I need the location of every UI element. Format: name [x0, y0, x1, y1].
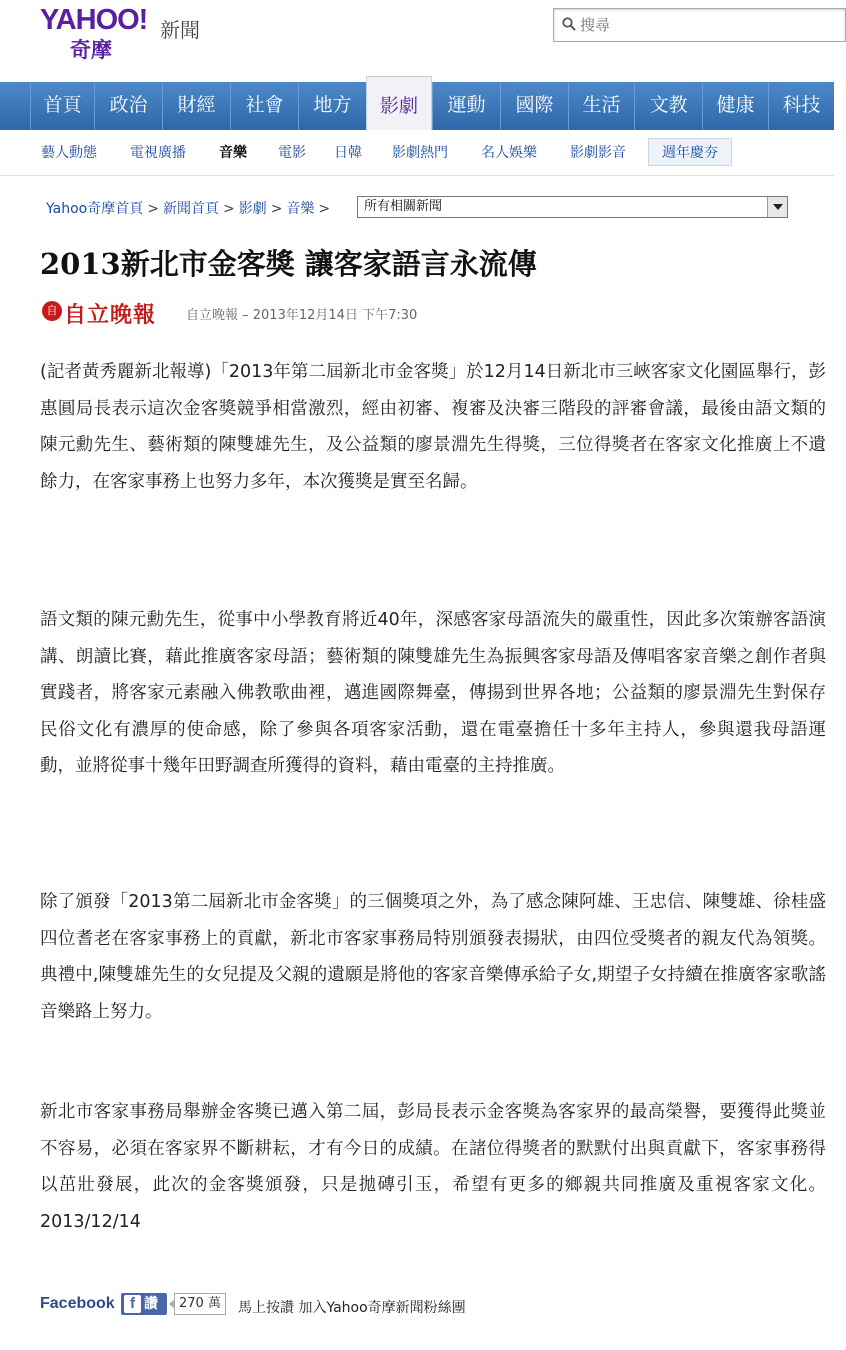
- nav-item-society[interactable]: 社會: [230, 82, 298, 130]
- nav-item-life[interactable]: 生活: [568, 82, 634, 130]
- nav-item-home[interactable]: 首頁: [30, 82, 94, 130]
- subnav-item-jpkr[interactable]: 日韓: [334, 145, 362, 161]
- breadcrumb-home[interactable]: Yahoo奇摩首頁: [46, 201, 144, 217]
- nav-item-international[interactable]: 國際: [500, 82, 568, 130]
- facebook-like-button[interactable]: [121, 1293, 167, 1315]
- breadcrumb-separator: >: [270, 201, 283, 217]
- breadcrumb-separator: >: [147, 201, 159, 217]
- breadcrumb-entertainment[interactable]: 影劇: [238, 201, 267, 217]
- breadcrumb-news[interactable]: 新聞首頁: [162, 201, 219, 217]
- subnav-item-celeb-ent[interactable]: 名人娛樂: [481, 145, 537, 161]
- nav-item-local[interactable]: 地方: [298, 82, 366, 130]
- facebook-fan-text[interactable]: 馬上按讚 加入Yahoo奇摩新聞粉絲團: [238, 1300, 466, 1316]
- subnav-item-tv[interactable]: 電視廣播: [130, 145, 186, 161]
- facebook-icon: f: [124, 1295, 141, 1313]
- search-icon: [562, 17, 576, 31]
- logo-yahoo-text: YAHOO!: [40, 4, 148, 36]
- main-nav: [0, 82, 834, 130]
- nav-item-finance[interactable]: 財經: [162, 82, 230, 130]
- article-paragraph: (記者黃秀麗新北報導)「2013年第二屆新北市金客獎」於12月14日新北市三峽客家文化園區舉行，彭惠圓局長表示這次金客獎競爭相當激烈，經由初審、複審及決審三階段的評審會議，最後由語文類的陳元勳先生、藝術類的陳雙雄先生，及公益類的廖景淵先生得獎，三位得獎者在客家文化推廣上不遺餘力，在客家事務上也努力多年，本次獲獎是實至名歸。: [40, 362, 826, 492]
- nav-item-sports[interactable]: 運動: [432, 82, 500, 130]
- logo-sub-text: 奇摩: [70, 38, 112, 62]
- nav-item-health[interactable]: 健康: [702, 82, 768, 130]
- nav-item-tech[interactable]: 科技: [768, 82, 834, 130]
- anniversary-badge[interactable]: 週年慶夯: [648, 138, 732, 166]
- section-name[interactable]: 新聞: [160, 18, 200, 42]
- source-logo: [42, 299, 174, 328]
- article-paragraph: 語文類的陳元勳先生，從事中小學教育將近40年，深感客家母語流失的嚴重性，因此多次策辦客語演講、朗讀比賽，藉此推廣客家母語；藝術類的陳雙雄先生為振興客家母語及傳唱客家音樂之創作者與實踐者，將客家元素融入佛教歌曲裡，邁進國際舞臺，傳揚到世界各地；公益類的廖景淵先生對保存民俗文化有濃厚的使命感，除了參與各項客家活動，還在電臺擔任十多年主持人，參與還我母語運動，並將從事十幾年田野調查所獲得的資料，藉由電臺的主持推廣。: [40, 610, 826, 776]
- article-paragraph: 除了頒發「2013第二屆新北市金客獎」的三個獎項之外，為了感念陳阿雄、王忠信、陳雙雄、徐桂盛四位耆老在客家事務上的貢獻，新北市客家事務局特別頒發表揚狀，由四位受獎者的親友代為領獎。典禮中,陳雙雄先生的女兒提及父親的遺願是將他的客家音樂傳承給子女,期望子女持續在推廣客家歌謠音樂路上努力。: [40, 892, 826, 1022]
- nav-item-education[interactable]: 文教: [634, 82, 702, 130]
- breadcrumb-separator: >: [222, 201, 235, 217]
- subnav-item-video[interactable]: 影劇影音: [570, 145, 626, 161]
- article-title: 2013新北市金客獎 讓客家語言永流傳: [40, 247, 537, 281]
- search-box[interactable]: [553, 8, 846, 42]
- nav-item-entertainment[interactable]: 影劇: [366, 76, 432, 130]
- related-news-select-value: 所有相關新聞: [364, 199, 443, 214]
- header: [0, 0, 846, 82]
- article-source-meta: 自立晚報 – 2013年12月14日 下午7:30: [186, 308, 418, 323]
- subnav-item-movie[interactable]: 電影: [278, 145, 306, 161]
- article-paragraph: 新北市客家事務局舉辦金客獎已邁入第二屆，彭局長表示金客獎為客家界的最高榮譽，要獲得此獎並不容易，必須在客家界不斷耕耘，才有今日的成績。在諸位得獎者的默默付出與貢獻下，客家事務得以茁壯發展，此次的金客獎頒發，只是拋磚引玉，希望有更多的鄉親共同推廣及重視客家文化。2013/12/14: [40, 1102, 826, 1232]
- breadcrumb: [46, 198, 334, 218]
- subnav-item-celebrity[interactable]: 藝人動態: [41, 145, 97, 161]
- subnav-item-hot[interactable]: 影劇熱門: [392, 145, 448, 161]
- yahoo-logo[interactable]: [40, 4, 160, 64]
- search-input[interactable]: [580, 14, 830, 36]
- related-news-select[interactable]: [357, 196, 788, 218]
- subnav-item-music[interactable]: 音樂: [219, 145, 247, 161]
- facebook-like-label: 讚: [144, 1296, 158, 1312]
- sub-nav: [0, 130, 834, 176]
- source-logo-text: 自立晚報: [64, 302, 157, 328]
- source-seal-icon: 自: [42, 301, 62, 321]
- nav-item-politics[interactable]: 政治: [94, 82, 162, 130]
- facebook-like-count: 270 萬: [174, 1293, 226, 1315]
- chevron-down-icon[interactable]: [767, 197, 787, 217]
- facebook-label: Facebook: [40, 1295, 115, 1312]
- breadcrumb-music[interactable]: 音樂: [286, 201, 315, 217]
- breadcrumb-separator: >: [318, 201, 331, 217]
